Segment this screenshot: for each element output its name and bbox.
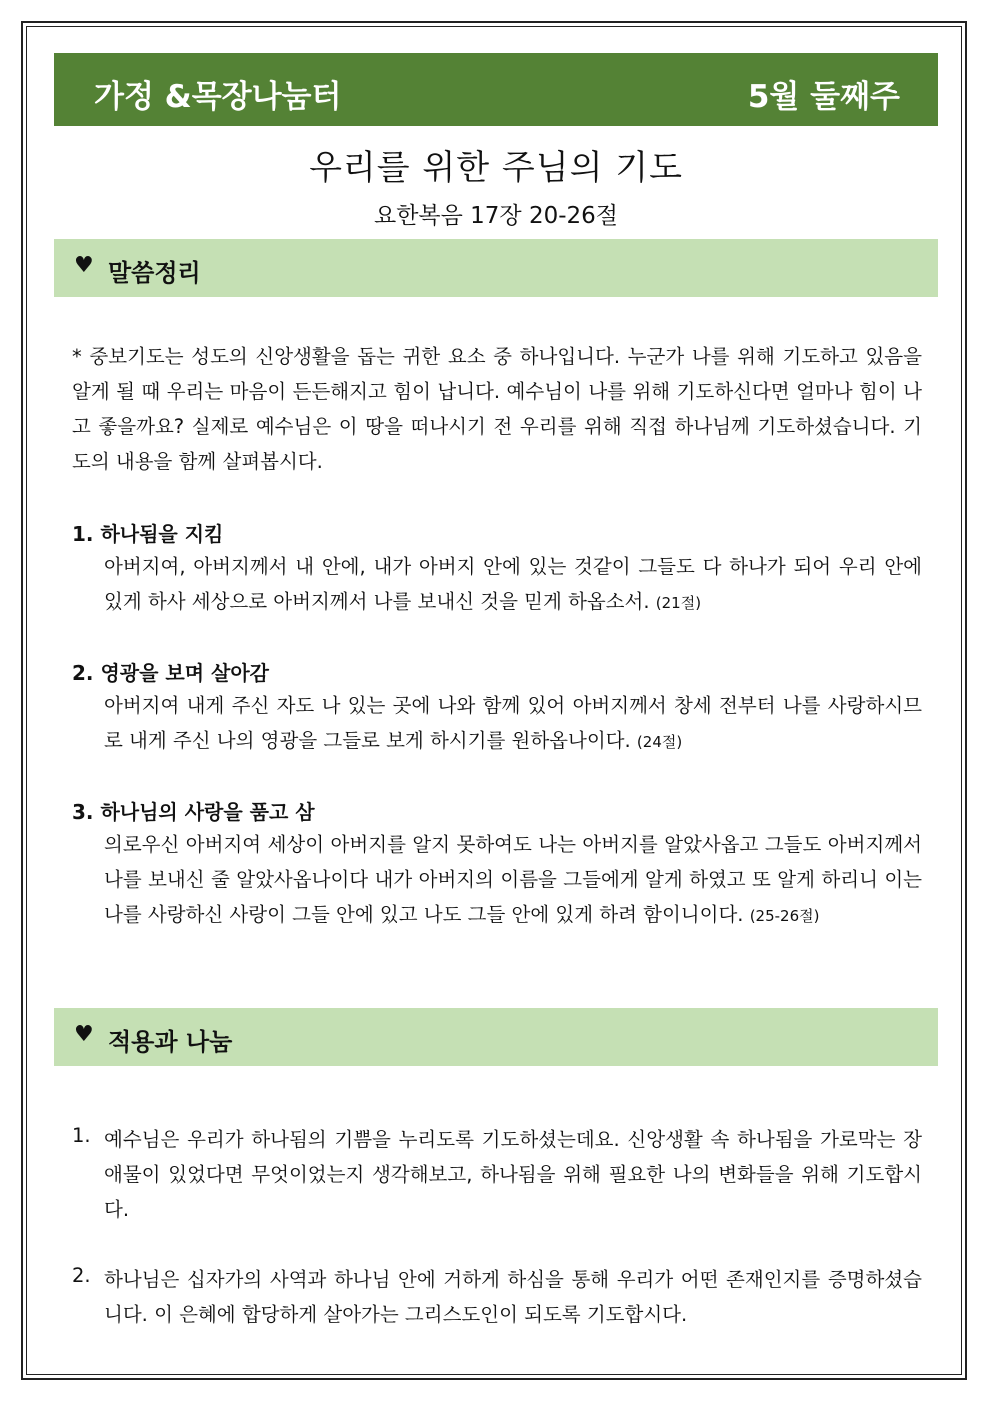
point-heading: 3. 하나님의 사랑을 품고 삼 — [72, 800, 315, 824]
point-body: 의로우신 아버지여 세상이 아버지를 알지 못하여도 나는 아버지를 알았사옵고 그들도 아버지께서 나를 보내신 줄 알았사옵나이다 내가 아버지의 이름을 그들에게 알게 하였고 또 알게 하리니 이는 나를 사랑하신 사랑이 그들 안에 있고 나도 그들 안에 있게 하려 함이니이다. — [104, 833, 922, 926]
point-text — [104, 688, 922, 760]
section-bar-summary — [54, 239, 938, 297]
heart-icon: ♥ — [74, 253, 94, 278]
section-label: 말씀정리 — [108, 259, 201, 287]
point-text — [104, 827, 922, 934]
header-title: 가정 &목장나눔터 — [94, 79, 342, 115]
verse-ref: (21절) — [655, 594, 702, 612]
point-heading: 2. 영광을 보며 살아감 — [72, 661, 269, 685]
scripture-reference: 요한복음 17장 20-26절 — [373, 203, 619, 229]
point-text — [104, 549, 922, 621]
question-text: 하나님은 십자가의 사역과 하나님 안에 거하게 하심을 통해 우리가 어떤 존재인지를 증명하셨습니다. 이 은혜에 합당하게 살아가는 그리스도인이 되도록 기도합시다. — [104, 1268, 922, 1326]
verse-ref: (24절) — [636, 733, 683, 751]
header-week: 5월 둘째주 — [747, 79, 900, 115]
point-heading: 1. 하나됨을 지킴 — [72, 522, 224, 546]
section-label: 적용과 나눔 — [108, 1028, 233, 1056]
page-title: 우리를 위한 주님의 기도 — [309, 148, 683, 188]
verse-ref: (25-26절) — [749, 907, 820, 925]
section-bar-application — [54, 1008, 938, 1066]
point-body: 아버지여 내게 주신 자도 나 있는 곳에 나와 함께 있어 아버지께서 창세 전부터 나를 사랑하시므로 내게 주신 나의 영광을 그들로 보게 하시기를 원하옵나이다. — [104, 694, 922, 752]
question-number: 1. — [72, 1124, 91, 1147]
point-body: 아버지여, 아버지께서 내 안에, 내가 아버지 안에 있는 것같이 그들도 다 하나가 되어 우리 안에 있게 하사 세상으로 아버지께서 나를 보내신 것을 믿게 하옵소서. — [104, 555, 922, 613]
question-text: 예수님은 우리가 하나됨의 기쁨을 누리도록 기도하셨는데요. 신앙생활 속 하나됨을 가로막는 장애물이 있었다면 무엇이었는지 생각해보고, 하나됨을 위해 필요한 나의 변화들을 위해 기도합시다. — [104, 1128, 922, 1221]
question-number: 2. — [72, 1264, 91, 1287]
header-banner — [54, 53, 938, 126]
heart-icon: ♥ — [74, 1022, 94, 1047]
intro-paragraph: * 중보기도는 성도의 신앙생활을 돕는 귀한 요소 중 하나입니다. 누군가 나를 위해 기도하고 있음을 알게 될 때 우리는 마음이 든든해지고 힘이 납니다. 예수님이 나를 위해 기도하신다면 얼마나 힘이 나고 좋을까요? 실제로 예수님은 이 땅을 떠나시기 전 우리를 위해 직접 하나님께 기도하셨습니다. 기도의 내용을 함께 살펴봅시다. — [72, 345, 922, 473]
